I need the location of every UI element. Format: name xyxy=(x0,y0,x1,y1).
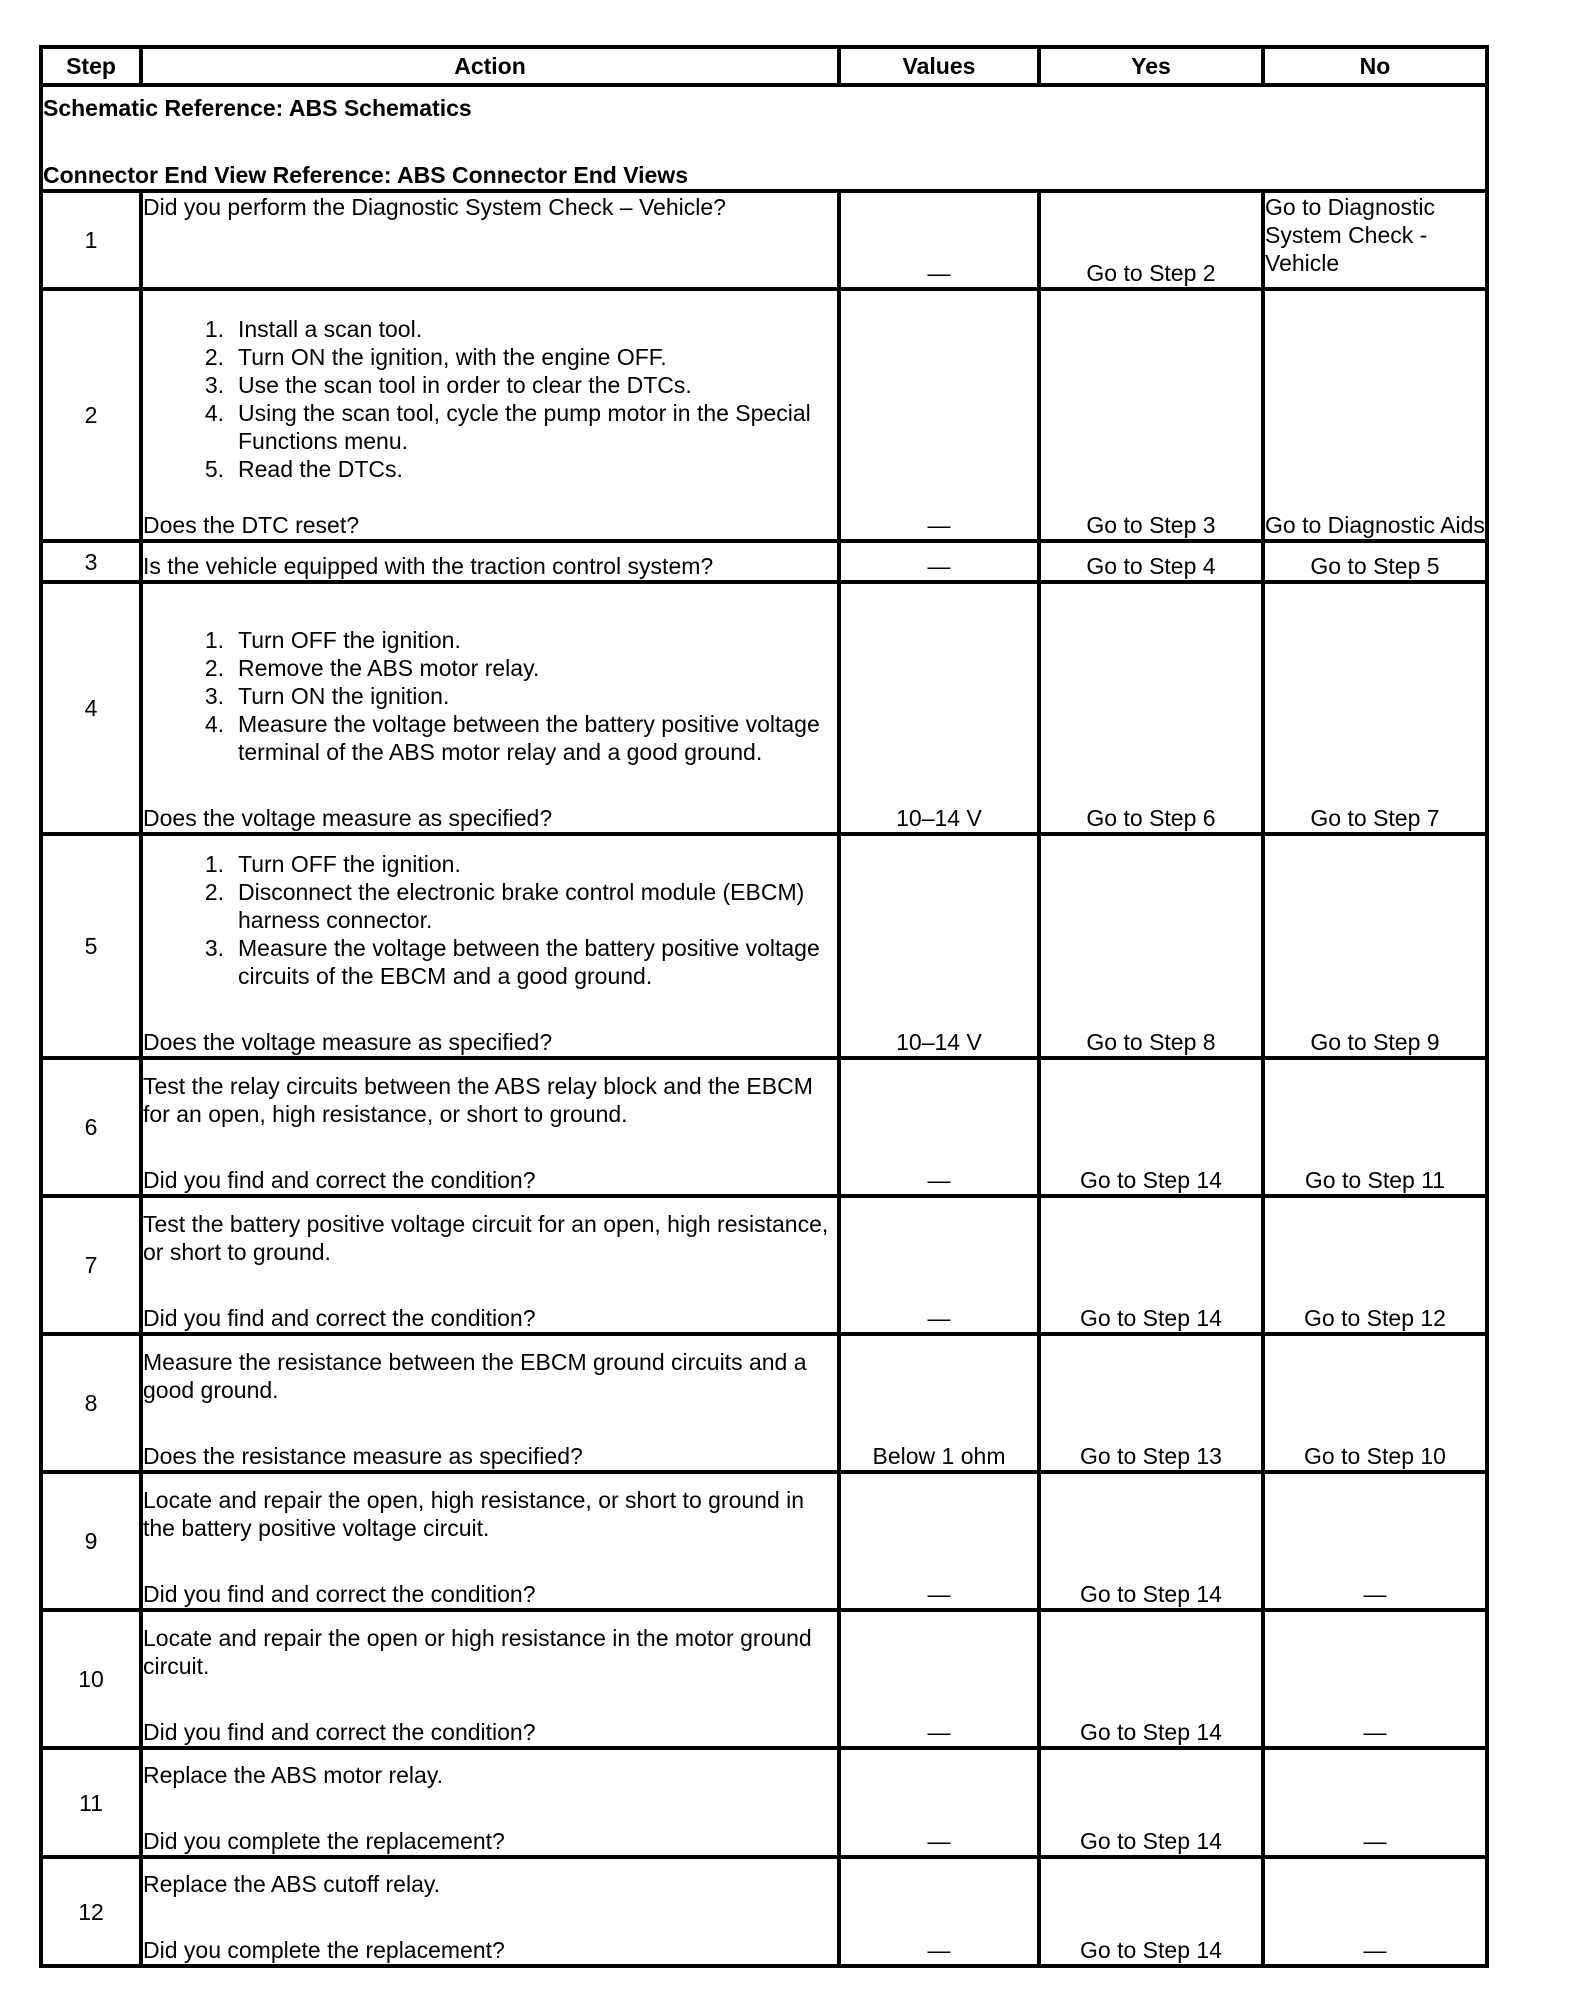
values-cell: 10–14 V xyxy=(839,834,1039,1058)
yes-cell: Go to Step 14 xyxy=(1039,1196,1263,1334)
step-number: 5 xyxy=(41,834,141,1058)
table-row xyxy=(41,289,1487,541)
values-cell: — xyxy=(839,1857,1039,1966)
action-question: Did you find and correct the condition? xyxy=(143,1305,536,1331)
action-text: Replace the ABS motor relay. xyxy=(143,1762,443,1788)
values-cell: — xyxy=(839,541,1039,582)
list-item: 2. Turn ON the ignition, with the engine OFF. xyxy=(204,344,667,370)
list-item: 1. Turn OFF the ignition. xyxy=(204,627,461,653)
table-row xyxy=(41,1334,1487,1472)
action-text: Test the battery positive voltage circuit for an open, high resistance, or short to ground. xyxy=(143,1211,829,1265)
action-question: Did you find and correct the condition? xyxy=(143,1581,536,1607)
action-cell xyxy=(141,1058,839,1196)
action-text: Locate and repair the open, high resistance, or short to ground in the battery positive voltage circuit. xyxy=(143,1487,805,1541)
yes-cell: Go to Step 14 xyxy=(1039,1610,1263,1748)
action-question: Did you find and correct the condition? xyxy=(143,1167,536,1193)
list-item: 3. Measure the voltage between the battery positive voltage circuits of the EBCM and a good ground. xyxy=(204,935,820,989)
yes-cell: Go to Step 14 xyxy=(1039,1857,1263,1966)
no-cell: — xyxy=(1263,1610,1487,1748)
yes-cell: Go to Step 6 xyxy=(1039,582,1263,834)
yes-cell: Go to Step 2 xyxy=(1039,191,1263,289)
yes-cell: Go to Step 14 xyxy=(1039,1058,1263,1196)
header-action: Action xyxy=(141,47,839,85)
no-cell: Go to Step 11 xyxy=(1263,1058,1487,1196)
yes-cell: Go to Step 14 xyxy=(1039,1472,1263,1610)
instruction-list xyxy=(143,850,837,990)
table-row xyxy=(41,1472,1487,1610)
table-row xyxy=(41,1748,1487,1857)
values-cell: — xyxy=(839,1610,1039,1748)
values-cell: — xyxy=(839,1472,1039,1610)
action-question: Did you complete the replacement? xyxy=(143,1937,505,1963)
no-cell: Go to Step 12 xyxy=(1263,1196,1487,1334)
table-row xyxy=(41,1610,1487,1748)
reference-row xyxy=(41,85,1487,191)
action-text: Replace the ABS cutoff relay. xyxy=(143,1871,441,1897)
step-number: 8 xyxy=(41,1334,141,1472)
action-text: Locate and repair the open or high resistance in the motor ground circuit. xyxy=(143,1625,812,1679)
action-text: Measure the resistance between the EBCM ground circuits and a good ground. xyxy=(143,1349,807,1403)
action-cell xyxy=(141,191,839,289)
header-row xyxy=(41,47,1487,85)
yes-cell: Go to Step 3 xyxy=(1039,289,1263,541)
table-row xyxy=(41,541,1487,582)
action-question: Does the voltage measure as specified? xyxy=(143,1029,553,1055)
values-cell: — xyxy=(839,289,1039,541)
action-cell xyxy=(141,1748,839,1857)
action-question: Does the resistance measure as specified? xyxy=(143,1443,583,1469)
action-cell xyxy=(141,1610,839,1748)
table-row xyxy=(41,1857,1487,1966)
action-text: Test the relay circuits between the ABS relay block and the EBCM for an open, high resistance, or short to ground. xyxy=(143,1073,813,1127)
action-cell xyxy=(141,289,839,541)
action-question: Did you find and correct the condition? xyxy=(143,1719,536,1745)
action-cell xyxy=(141,1334,839,1472)
no-cell: Go to Step 7 xyxy=(1263,582,1487,834)
schematic-reference: Schematic Reference: ABS Schematics xyxy=(43,95,472,121)
step-number: 1 xyxy=(41,191,141,289)
values-cell: — xyxy=(839,1196,1039,1334)
yes-cell: Go to Step 14 xyxy=(1039,1748,1263,1857)
header-no: No xyxy=(1263,47,1487,85)
no-cell: Go to Step 9 xyxy=(1263,834,1487,1058)
instruction-list xyxy=(143,315,837,483)
instruction-list xyxy=(143,626,837,766)
table-row xyxy=(41,582,1487,834)
action-cell xyxy=(141,834,839,1058)
action-cell xyxy=(141,1472,839,1610)
values-cell: 10–14 V xyxy=(839,582,1039,834)
yes-cell: Go to Step 8 xyxy=(1039,834,1263,1058)
step-number: 2 xyxy=(41,289,141,541)
no-cell: Go to Step 5 xyxy=(1263,541,1487,582)
list-item: 4. Using the scan tool, cycle the pump motor in the Special Functions menu. xyxy=(204,400,811,454)
no-cell: Go to Step 10 xyxy=(1263,1334,1487,1472)
action-cell xyxy=(141,582,839,834)
yes-cell: Go to Step 4 xyxy=(1039,541,1263,582)
action-cell xyxy=(141,1857,839,1966)
action-question: Does the DTC reset? xyxy=(143,512,360,538)
step-number: 11 xyxy=(41,1748,141,1857)
header-step: Step xyxy=(41,47,141,85)
header-values: Values xyxy=(839,47,1039,85)
action-question: Does the voltage measure as specified? xyxy=(143,805,553,831)
header-yes: Yes xyxy=(1039,47,1263,85)
values-cell: — xyxy=(839,1058,1039,1196)
list-item: 3. Use the scan tool in order to clear the DTCs. xyxy=(204,372,692,398)
diagnostic-table xyxy=(39,45,1489,1968)
action-question: Did you complete the replacement? xyxy=(143,1828,505,1854)
step-number: 10 xyxy=(41,1610,141,1748)
list-item: 2. Remove the ABS motor relay. xyxy=(204,655,540,681)
step-number: 6 xyxy=(41,1058,141,1196)
list-item: 1. Install a scan tool. xyxy=(204,316,423,342)
action-cell xyxy=(141,1196,839,1334)
no-cell: — xyxy=(1263,1748,1487,1857)
values-cell: — xyxy=(839,1748,1039,1857)
step-number: 3 xyxy=(41,541,141,582)
action-question: Is the vehicle equipped with the traction control system? xyxy=(141,541,839,582)
list-item: 5. Read the DTCs. xyxy=(204,456,403,482)
action-text: Did you perform the Diagnostic System Check – Vehicle? xyxy=(143,194,726,220)
yes-cell: Go to Step 13 xyxy=(1039,1334,1263,1472)
values-cell: — xyxy=(839,191,1039,289)
connector-reference: Connector End View Reference: ABS Connector End Views xyxy=(43,162,688,188)
step-number: 12 xyxy=(41,1857,141,1966)
table-row xyxy=(41,1058,1487,1196)
list-item: 3. Turn ON the ignition. xyxy=(204,683,450,709)
no-cell: — xyxy=(1263,1857,1487,1966)
step-number: 4 xyxy=(41,582,141,834)
table-row xyxy=(41,834,1487,1058)
no-cell: Go to Diagnostic System Check - Vehicle xyxy=(1263,191,1487,289)
values-cell: Below 1 ohm xyxy=(839,1334,1039,1472)
no-cell: — xyxy=(1263,1472,1487,1610)
table-row xyxy=(41,191,1487,289)
list-item: 2. Disconnect the electronic brake control module (EBCM) harness connector. xyxy=(204,879,805,933)
list-item: 1. Turn OFF the ignition. xyxy=(204,851,461,877)
step-number: 9 xyxy=(41,1472,141,1610)
step-number: 7 xyxy=(41,1196,141,1334)
table-row xyxy=(41,1196,1487,1334)
list-item: 4. Measure the voltage between the battery positive voltage terminal of the ABS motor relay and a good ground. xyxy=(204,711,820,765)
no-cell: Go to Diagnostic Aids xyxy=(1263,289,1487,541)
